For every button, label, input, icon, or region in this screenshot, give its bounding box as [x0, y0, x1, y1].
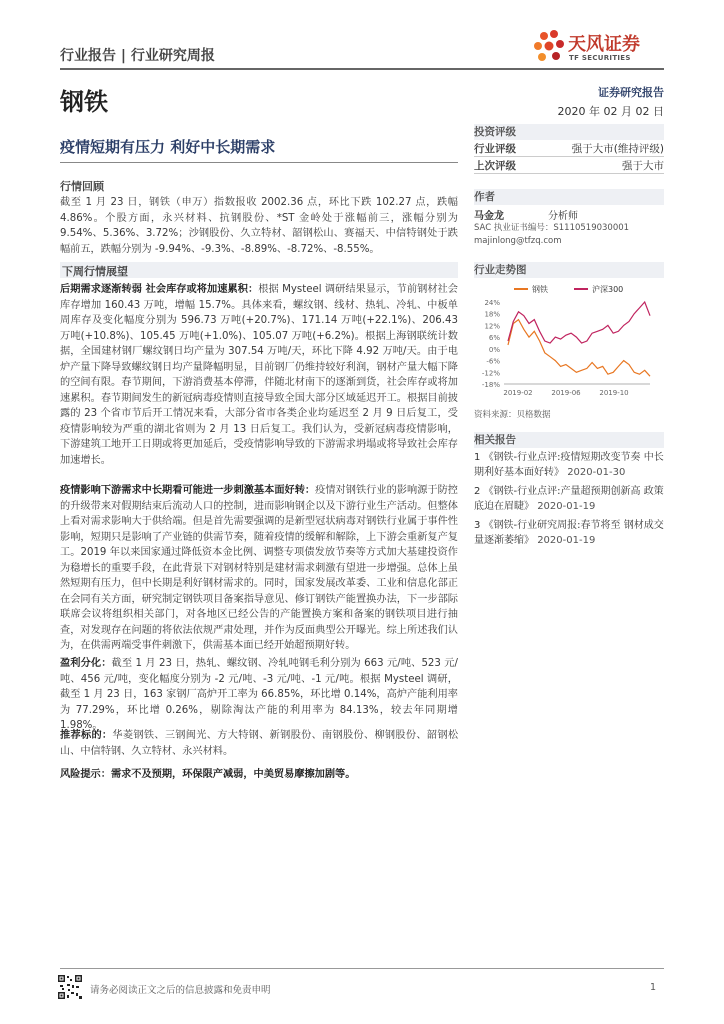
author-email[interactable]: majinlong@tfzq.com — [474, 236, 562, 246]
flower-logo-icon — [530, 26, 570, 72]
paragraph-risk-text: 需求不及预期，环保限产减弱，中美贸易摩擦加剧等。 — [110, 769, 356, 780]
trend-section-title: 行业走势图 — [474, 262, 664, 278]
related-report-date: 2020-01-19 — [537, 535, 596, 546]
report-type: 证券研究报告 — [598, 86, 664, 99]
rating-table — [474, 140, 664, 174]
x-tick-label: 2019-06 — [551, 389, 581, 397]
paragraph-profit-lead: 盈利分化： — [60, 658, 112, 669]
industry-trend-chart — [474, 280, 664, 402]
paragraph-demand — [60, 483, 458, 654]
related-report-index: 2 — [474, 486, 481, 497]
related-report-title: 《钢铁-行业研究周报:春节将至 钢材成交量逐渐萎缩》 — [474, 520, 664, 546]
paragraph-demand-lead: 疫情影响下游需求中长期看可能进一步刺激基本面好转： — [60, 485, 316, 496]
section-title-market-review: 行情回顾 — [60, 180, 104, 193]
paragraph-inventory-text: 根据 Mysteel 调研结果显示，节前钢材社会库存增加 160.43 万吨，增幅 15.7%。具体来看，螺纹钢、线材、热轧、冷轧、中板单周库存及变化幅度分别为 596.73 万吨(+20.7%)、171.14 万吨(+22.1%)、206.43 万吨(+10.8%)、105.45 万吨(+1.0%)、105.07 万吨(+6.2%)。根据上海钢联统计数据，全国建材钢厂螺纹钢日均产量为 307.54 万吨/天，环比下降 4.92 万吨/天。由于电炉产量下降导致螺纹钢日均产量降幅明显，目前钢厂仍维持较好利润，钢材产量大幅下降的空间有限。春节期间，下游消费基本停滞，伴随北材南下的逐渐到货，社会库存或将加速累积。春节期间发生的新冠病毒疫情则直接导致全国大部分区域延迟开工。根据目前披露的 23 个省市节后开工情况来看，大部分省市各类企业均延迟至 2 月 9 日后复工，受疫情影响较为严重的湖北省则为 2 月 13 日后复工。我们认为，受新冠病毒疫情影响，下游建筑工地开工日期或将更加延后，受疫情影响导致的下游需求坍塌或将导致社会库存加速增长。 — [60, 284, 458, 466]
y-tick-label: -18% — [481, 381, 500, 389]
x-tick-label: 2019-02 — [503, 389, 533, 397]
rating-row — [474, 140, 664, 157]
related-report-item[interactable] — [474, 484, 664, 514]
headline: 疫情短期有压力 利好中长期需求 — [60, 138, 276, 156]
author-role: 分析师 — [548, 211, 578, 222]
related-report-date: 2020-01-19 — [537, 501, 596, 512]
x-tick-label: 2019-10 — [599, 389, 629, 397]
legend-label: 钢铁 — [532, 285, 548, 294]
rating-row-key: 上次评级 — [474, 159, 516, 172]
paragraph-inventory-lead: 后期需求逐渐转弱 社会库存或将加速累积： — [60, 284, 259, 295]
y-tick-label: 12% — [484, 322, 500, 331]
author-line — [474, 207, 664, 222]
footer-disclaimer: 请务必阅读正文之后的信息披露和免责申明 — [90, 985, 271, 996]
chart-source: 资料来源：贝格数据 — [474, 410, 551, 420]
related-report-index: 3 — [474, 520, 481, 531]
y-tick-label: 6% — [488, 334, 500, 343]
paragraph-demand-text: 疫情对钢铁行业的影响源于防控的升级带来对假期结束后流动人口的控制，进而影响钢企以及下游行业生产活动。但整体上看对需求影响大于供给端。但是首先需要强调的是新型冠状病毒对钢铁行业属于事件性影响，短期只是影响了产业链的供需节奏，随着疫情的缓解和解除，上下游会重新复产复工。2019 年以来国家通过降低资本金比例、调整专项债发放节奏等方式加大基建投资作为稳增长的重要手段，在此背景下对钢材特别是建材需求刺激有望进一步增强。总体上虽然短期有压力，但中长期是利好钢材需求的。同时，国家发展改革委、工业和信息化部正在会同有关方面，研究制定钢铁项目备案指导意见、修订钢铁产能置换办法，下一步部际联席会议将组织相关部门，对各地区已经公告的产能置换方案和备案的钢铁项目进行抽查，对发现存在问题的将依法依规严肃处理，并作为反面典型公开曝光。综上所述我们认为，在供需两端受事件刺激下，供需基本面已经开始超预期好转。 — [60, 485, 458, 651]
paragraph-picks-lead: 推荐标的： — [60, 730, 113, 741]
rating-row-value: 强于大市 — [622, 159, 664, 172]
page-number: 1 — [650, 982, 657, 993]
rating-row-value: 强于大市(维持评级) — [571, 142, 664, 155]
y-tick-label: -12% — [481, 369, 500, 378]
author-sac-number: SAC 执业证书编号：S1110519030001 — [474, 223, 630, 233]
related-report-title: 《钢铁-行业点评:产量超预期创新高 政策底迫在眉睫》 — [474, 486, 664, 512]
section-title-outlook: 下周行情展望 — [62, 265, 128, 278]
related-section-title: 相关报告 — [474, 432, 664, 448]
sector-title: 钢铁 — [60, 88, 108, 116]
related-report-index: 1 — [474, 452, 481, 463]
paragraph-profit — [60, 656, 458, 734]
y-tick-label: 24% — [484, 299, 500, 307]
y-tick-label: -6% — [486, 357, 500, 366]
footer-rule — [60, 968, 664, 969]
paragraph-picks-text: 华菱钢铁、三钢闽光、方大特钢、新钢股份、南钢股份、柳钢股份、韶钢松山、中信特钢、久立特材、永兴材料。 — [60, 730, 459, 757]
qr-code-icon — [57, 974, 83, 1000]
document-type: 行业报告 | 行业研究周报 — [60, 48, 215, 64]
related-report-item[interactable] — [474, 518, 664, 548]
report-date: 2020 年 02 月 02 日 — [557, 105, 664, 118]
legend-label: 沪深300 — [592, 285, 624, 294]
author-section-title: 作者 — [474, 189, 664, 205]
y-tick-label: 0% — [488, 345, 500, 354]
paragraph-risk — [60, 767, 458, 783]
headline-rule — [60, 162, 458, 163]
rating-row-key: 行业评级 — [474, 142, 516, 155]
author-name: 马金龙 — [474, 211, 504, 222]
logo-text-en: TF SECURITIES — [569, 54, 631, 62]
rating-section-title: 投资评级 — [474, 124, 664, 140]
related-report-date: 2020-01-30 — [567, 467, 626, 478]
paragraph-picks — [60, 728, 458, 759]
related-report-item[interactable] — [474, 450, 664, 480]
logo-text-cn: 天风证券 — [568, 34, 640, 55]
paragraph-inventory — [60, 282, 458, 468]
y-tick-label: 18% — [484, 310, 500, 319]
rating-row — [474, 157, 664, 174]
paragraph-risk-lead: 风险提示： — [60, 769, 111, 780]
header-rule — [60, 68, 664, 70]
series-line-steel — [508, 320, 650, 377]
related-report-title: 《钢铁-行业点评:疫情短期改变节奏 中长期利好基本面好转》 — [474, 452, 664, 478]
paragraph-profit-text: 截至 1 月 23 日，热轧、螺纹钢、冷轧吨钢毛利分别为 663 元/吨、523 元/吨、456 元/吨，变化幅度分别为 -2 元/吨、-3 元/吨、-1 元/吨。根据 Mysteel 调研，截至 1 月 23 日，163 家钢厂高炉开工率为 66.85%，环比增 0.14%，高炉产能利用率为 77.29%，环比增 0.26%，剔除淘汰产能的利用率为 84.13%，较去年同期增 1.98%。 — [60, 658, 458, 731]
related-reports-list — [474, 450, 664, 548]
market-review-text: 截至 1 月 23 日，钢铁（申万）指数报收 2002.36 点，环比下跌 102.27 点，跌幅 4.86%。个股方面，永兴材料、抗钢股份、*ST 金岭处于涨幅前三，涨幅分别为 9.54%、5.36%、3.72%；沙钢股份、久立特材、韶钢松山、赛福天、中信特钢处于跌幅前五，跌幅分别为 -9.94%、-9.3%、-8.89%、-8.72%、-8.55%。 — [60, 197, 458, 255]
